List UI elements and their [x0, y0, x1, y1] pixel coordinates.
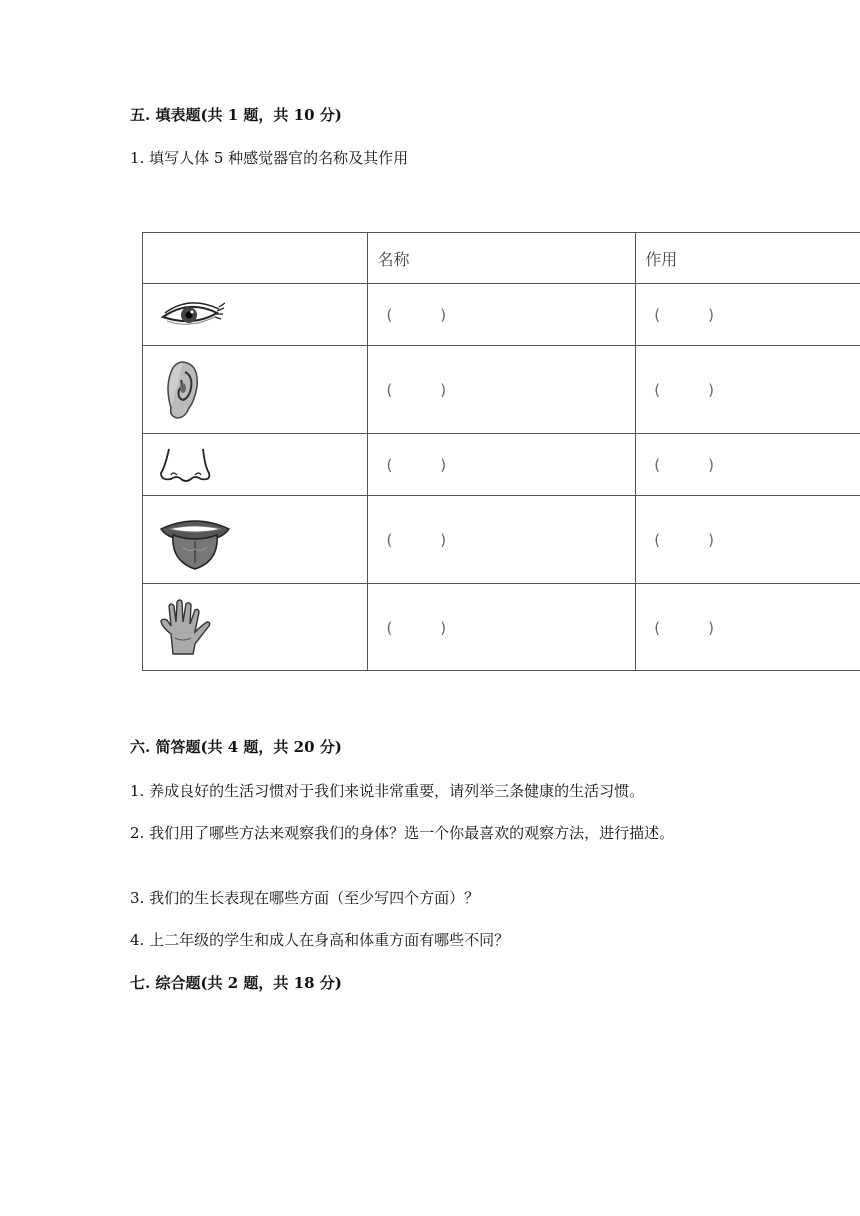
name-blank-cell[interactable] [368, 346, 636, 434]
question-six-2: 2. 我们用了哪些方法来观察我们的身体？选一个你最喜欢的观察方法，进行描述。 [130, 824, 675, 842]
table-row [143, 346, 860, 434]
table-row [143, 584, 860, 671]
section-five-heading: 五. 填表题(共 1 题，共 10 分) [130, 106, 342, 124]
function-blank: ( ) [654, 381, 714, 399]
name-blank: ( ) [386, 456, 447, 474]
function-blank-cell[interactable] [636, 346, 860, 434]
name-blank: ( ) [386, 531, 447, 549]
function-blank: ( ) [654, 531, 714, 549]
organ-picture-cell [143, 584, 368, 671]
question-six-3: 3. 我们的生长表现在哪些方面（至少写四个方面）？ [130, 889, 480, 907]
ear-icon [163, 358, 203, 422]
tongue-icon [159, 507, 231, 573]
hand-icon [159, 598, 213, 656]
question-six-4: 4. 上二年级的学生和成人在身高和体重方面有哪些不同？ [130, 931, 510, 949]
organ-picture-cell [143, 284, 368, 346]
function-blank: ( ) [654, 618, 714, 637]
name-blank: ( ) [386, 381, 447, 399]
table-row [143, 284, 860, 346]
function-blank-cell[interactable] [636, 284, 860, 346]
function-blank-cell[interactable] [636, 584, 860, 671]
question-six-1: 1. 养成良好的生活习惯对于我们来说非常重要，请列举三条健康的生活习惯。 [130, 782, 645, 800]
name-blank-cell[interactable] [368, 496, 636, 584]
sense-organ-table [142, 232, 860, 671]
organ-picture-cell [143, 434, 368, 496]
name-blank: ( ) [386, 618, 447, 637]
eye-icon [159, 297, 225, 333]
header-cell-function: 作用 [636, 233, 860, 284]
header-cell-name: 名称 [368, 233, 636, 284]
table-row [143, 496, 860, 584]
section-seven-heading: 七. 综合题(共 2 题，共 18 分) [130, 974, 342, 992]
question-five-1: 1. 填写人体 5 种感觉器官的名称及其作用 [130, 149, 409, 167]
function-blank-cell[interactable] [636, 496, 860, 584]
header-cell-organ [143, 233, 368, 284]
nose-icon [159, 445, 213, 485]
function-blank-cell[interactable] [636, 434, 860, 496]
name-blank: ( ) [386, 306, 447, 324]
organ-picture-cell [143, 496, 368, 584]
table-row [143, 434, 860, 496]
table-header-row [143, 233, 860, 284]
function-blank: ( ) [654, 456, 714, 474]
section-six-heading: 六. 简答题(共 4 题，共 20 分) [130, 738, 342, 756]
function-blank: ( ) [654, 306, 714, 324]
name-blank-cell[interactable] [368, 434, 636, 496]
organ-picture-cell [143, 346, 368, 434]
name-blank-cell[interactable] [368, 284, 636, 346]
name-blank-cell[interactable] [368, 584, 636, 671]
